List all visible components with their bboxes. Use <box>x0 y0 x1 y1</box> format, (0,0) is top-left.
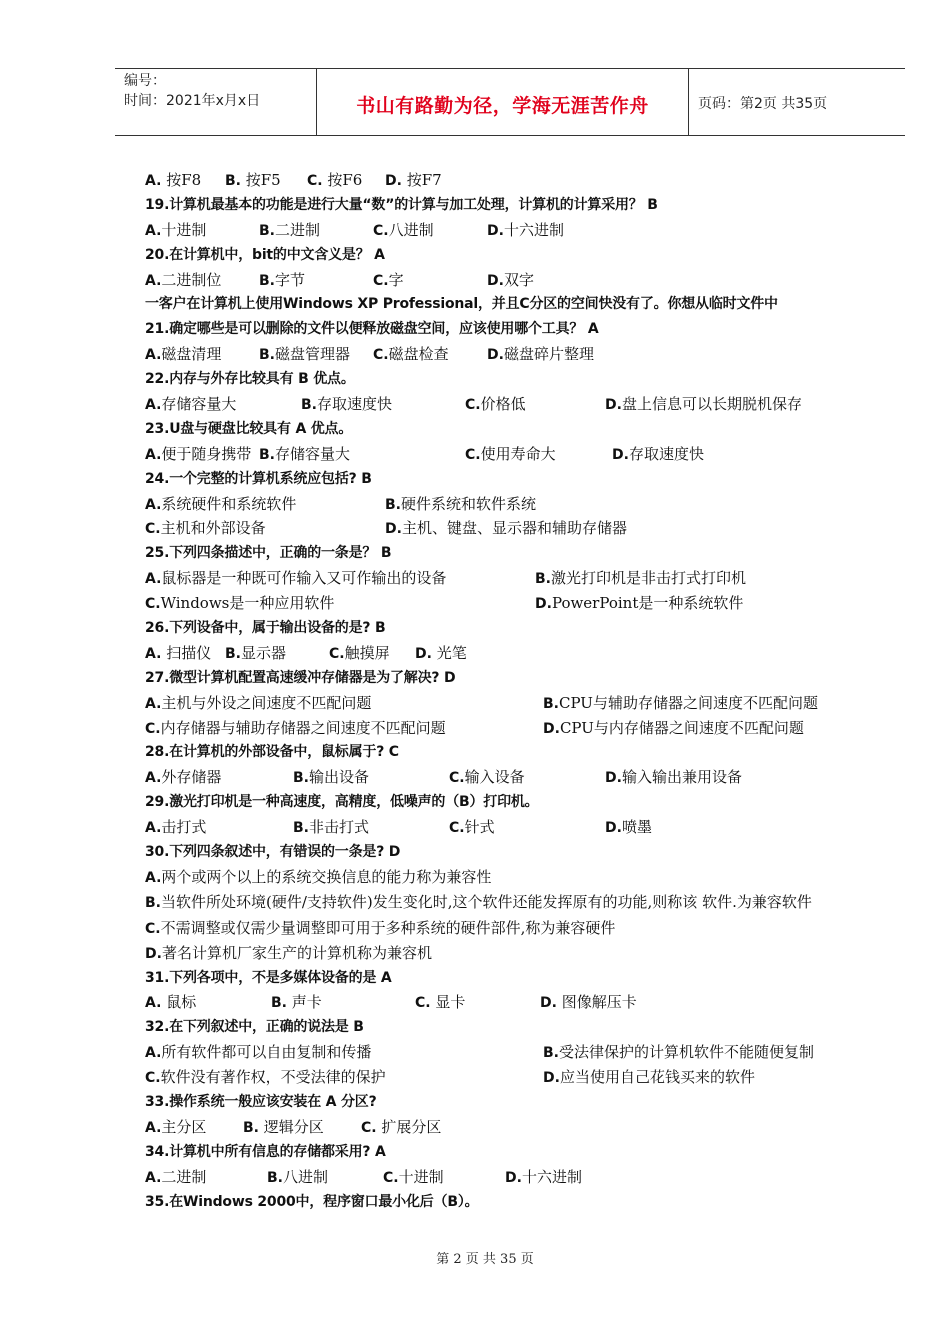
option-text: 按F5 <box>241 171 281 189</box>
answer-option <box>385 168 442 194</box>
option-text: 存取速度快 <box>317 395 393 414</box>
option-letter: A. <box>145 770 162 787</box>
option-text: 两个或两个以上的系统交换信息的能力称为兼容性 <box>161 867 492 886</box>
option-text: 双字 <box>503 270 534 289</box>
answer-option <box>259 268 305 294</box>
option-letter: C. <box>373 222 389 239</box>
option-letter: C. <box>145 920 161 937</box>
answer-option <box>415 641 467 667</box>
answer-option <box>535 566 746 592</box>
option-letter: D. <box>145 945 162 962</box>
option-letter: A. <box>145 869 162 886</box>
option-letter: D. <box>535 596 552 613</box>
answer-option <box>145 641 211 667</box>
option-letter: A. <box>145 397 162 414</box>
option-text: 逻辑分区 <box>259 1117 324 1136</box>
option-text: 二进制 <box>161 1167 207 1186</box>
option-text: 激光打印机是非击打式打印机 <box>551 569 747 588</box>
option-text: 扫描仪 <box>161 643 212 662</box>
option-text: 显卡 <box>430 993 466 1012</box>
option-letter: C. <box>465 397 481 414</box>
answer-option <box>307 168 362 194</box>
answer-option <box>383 1165 444 1191</box>
answer-option <box>145 591 334 617</box>
options-row <box>145 218 885 243</box>
question-text: 31.下列各项中，不是多媒体设备的是 A <box>145 969 392 986</box>
option-text: 图像解压卡 <box>556 993 637 1012</box>
options-row <box>145 916 885 941</box>
option-text: 针式 <box>464 818 495 837</box>
answer-option <box>301 392 392 418</box>
answer-option <box>540 990 637 1016</box>
question-text: 30.下列四条叙述中，有错误的一条是? D <box>145 844 401 861</box>
answer-option <box>605 765 742 791</box>
option-letter: B. <box>243 1119 259 1136</box>
question-text: 34.计算机中所有信息的存储都采用? A <box>145 1143 386 1160</box>
option-text: 八进制 <box>283 1167 329 1186</box>
number-label: 编号： <box>124 73 166 89</box>
option-letter: A. <box>145 173 162 189</box>
answer-option <box>259 342 350 368</box>
option-letter: D. <box>543 720 560 737</box>
option-letter: B. <box>293 820 309 837</box>
answer-option <box>145 516 266 542</box>
option-letter: D. <box>605 397 622 414</box>
options-row <box>145 691 885 716</box>
option-text: 存储容量大 <box>161 395 237 414</box>
option-letter: D. <box>385 521 402 538</box>
answer-option <box>145 1065 386 1091</box>
answer-option <box>145 765 221 791</box>
answer-option <box>293 815 369 841</box>
option-letter: A. <box>145 1119 162 1136</box>
option-letter: B. <box>259 446 275 463</box>
option-letter: C. <box>383 1169 399 1186</box>
answer-option <box>505 1165 582 1191</box>
question-text: 26.下列设备中，属于输出设备的是? B <box>145 620 386 637</box>
option-text: 八进制 <box>388 220 434 239</box>
question-text: 19.计算机最基本的功能是进行大量“数”的计算与加工处理，计算机的计算采用？ B <box>145 196 658 213</box>
question-text: 21.确定哪些是可以删除的文件以便释放磁盘空间，应该使用哪个工具？ A <box>145 321 599 338</box>
option-letter: C. <box>373 272 389 289</box>
options-row <box>145 815 885 840</box>
option-letter: C. <box>307 173 323 189</box>
option-letter: D. <box>543 1070 560 1087</box>
question-text: 25.下列四条描述中，正确的一条是？ B <box>145 545 392 562</box>
option-letter: B. <box>271 995 287 1012</box>
answer-option <box>543 691 818 717</box>
answer-option <box>243 1115 324 1141</box>
option-letter: B. <box>535 571 551 588</box>
answer-option <box>293 765 369 791</box>
options-row <box>145 492 885 517</box>
answer-option <box>543 1040 814 1066</box>
option-letter: D. <box>505 1169 522 1186</box>
answer-option <box>145 691 371 717</box>
options-row <box>145 1165 885 1190</box>
option-text: 不需调整或仅需少量调整即可用于多种系统的硬件部件,称为兼容硬件 <box>160 918 616 937</box>
option-text: 击打式 <box>161 818 207 837</box>
question-text: 33.操作系统一般应该安装在 A 分区? <box>145 1093 377 1110</box>
option-text: 主机和外部设备 <box>160 519 266 538</box>
option-text: 价格低 <box>480 395 526 414</box>
option-text: 主机与外设之间速度不匹配问题 <box>161 693 372 712</box>
option-text: 输入输出兼用设备 <box>621 768 742 787</box>
answer-option <box>145 342 221 368</box>
options-row <box>145 566 885 591</box>
answer-option <box>145 865 491 891</box>
option-text: 十进制 <box>398 1167 444 1186</box>
options-row <box>145 1040 885 1065</box>
option-text: 当软件所处环境(硬件/支持软件)发生变化时,这个软件还能发挥原有的功能,则称该 软件.为兼容软件 <box>161 892 812 911</box>
option-text: 存储容量大 <box>275 444 351 463</box>
page-header <box>115 68 905 136</box>
option-text: 主分区 <box>161 1117 207 1136</box>
option-text: 字节 <box>275 270 306 289</box>
option-text: 鼠标 <box>161 993 197 1012</box>
option-letter: C. <box>145 720 161 737</box>
option-text: 扩展分区 <box>376 1117 442 1136</box>
option-text: 十六进制 <box>521 1167 582 1186</box>
option-letter: C. <box>449 770 465 787</box>
answer-option <box>271 990 322 1016</box>
option-text: 软件没有著作权，不受法律的保护 <box>160 1068 386 1087</box>
option-text: PowerPoint是一种系统软件 <box>551 594 744 613</box>
answer-option <box>449 765 525 791</box>
answer-option <box>259 442 350 468</box>
question-text: 23.U盘与硬盘比较具有 A 优点。 <box>145 420 353 437</box>
option-text: 二进制位 <box>161 270 222 289</box>
answer-option <box>145 990 196 1016</box>
answer-option <box>329 641 390 667</box>
option-text: 按F6 <box>322 171 363 189</box>
option-letter: D. <box>487 272 504 289</box>
answer-option <box>543 1065 755 1091</box>
header-divider <box>688 69 689 135</box>
answer-option <box>145 168 201 194</box>
options-row <box>145 1115 885 1140</box>
option-text: 磁盘碎片整理 <box>503 345 594 364</box>
answer-option <box>145 716 446 742</box>
option-letter: D. <box>487 222 504 239</box>
options-row <box>145 716 885 741</box>
answer-option <box>612 442 704 468</box>
header-motto: 书山有路勤为径，学海无涯苦作舟 <box>356 95 649 117</box>
answer-option <box>145 492 296 518</box>
answer-option <box>145 890 885 916</box>
answer-option <box>145 566 446 592</box>
option-letter: B. <box>259 347 275 364</box>
question-text: 20.在计算机中，bit的中文含义是？ A <box>145 246 385 263</box>
answer-option <box>465 442 556 468</box>
option-text: 非击打式 <box>309 818 370 837</box>
answer-option <box>373 218 434 244</box>
option-text: 便于随身携带 <box>161 444 252 463</box>
question-text: 24.一个完整的计算机系统应包括? B <box>145 470 372 487</box>
option-letter: B. <box>543 1045 559 1062</box>
option-text: CPU与辅助存储器之间速度不匹配问题 <box>559 693 818 712</box>
answer-option <box>145 392 236 418</box>
option-letter: D. <box>415 645 432 662</box>
option-text: 声卡 <box>287 993 322 1012</box>
question-text: 29.激光打印机是一种高速度，高精度，低噪声的（B）打印机。 <box>145 794 539 811</box>
option-text: 使用寿命大 <box>480 444 556 463</box>
option-letter: C. <box>361 1119 377 1136</box>
options-row <box>145 516 885 541</box>
answer-option <box>487 342 594 368</box>
option-letter: B. <box>543 695 559 712</box>
option-text: 十进制 <box>161 220 207 239</box>
option-text: 触摸屏 <box>344 643 390 662</box>
option-letter: C. <box>145 596 161 613</box>
option-letter: A. <box>145 820 162 837</box>
answer-option <box>373 342 449 368</box>
answer-option <box>145 442 251 468</box>
option-letter: B. <box>267 1169 283 1186</box>
option-text: 按F8 <box>161 171 202 189</box>
options-row <box>145 591 885 616</box>
options-row <box>145 342 885 367</box>
option-text: 二进制 <box>275 220 321 239</box>
option-text: 十六进制 <box>503 220 564 239</box>
options-row <box>145 392 885 417</box>
option-text: 系统硬件和系统软件 <box>161 494 297 513</box>
option-letter: B. <box>225 645 241 662</box>
option-letter: B. <box>301 397 317 414</box>
option-text: 著名计算机厂家生产的计算机称为兼容机 <box>161 943 432 962</box>
answer-option <box>605 815 652 841</box>
answer-option <box>259 218 320 244</box>
option-text: 喷墨 <box>621 818 652 837</box>
option-text: 鼠标器是一种既可作输入又可作输出的设备 <box>161 569 447 588</box>
option-letter: B. <box>385 496 401 513</box>
option-text: 盘上信息可以长期脱机保存 <box>621 395 802 414</box>
answer-option <box>449 815 495 841</box>
answer-option <box>535 591 743 617</box>
options-row <box>145 268 885 293</box>
answer-option <box>267 1165 328 1191</box>
answer-option <box>543 716 804 742</box>
option-text: 字 <box>388 270 404 289</box>
question-text: 一客户在计算机上使用Windows XP Professional，并且C分区的空间快没有了。你想从临时文件中 <box>145 296 778 313</box>
option-letter: C. <box>465 446 481 463</box>
option-letter: D. <box>605 820 622 837</box>
option-text: 输出设备 <box>309 768 370 787</box>
option-letter: A. <box>145 645 162 662</box>
option-letter: A. <box>145 446 162 463</box>
option-text: 按F7 <box>401 171 442 189</box>
option-text: 所有软件都可以自由复制和传播 <box>161 1043 372 1062</box>
question-text: 28.在计算机的外部设备中，鼠标属于? C <box>145 744 399 761</box>
option-text: 显示器 <box>241 643 287 662</box>
option-letter: A. <box>145 272 162 289</box>
question-text: 27.微型计算机配置高速缓冲存储器是为了解决? D <box>145 669 456 686</box>
option-text: 内存储器与辅助存储器之间速度不匹配问题 <box>160 718 446 737</box>
option-letter: A. <box>145 347 162 364</box>
answer-option <box>487 218 564 244</box>
option-letter: A. <box>145 1169 162 1186</box>
answer-option <box>145 218 206 244</box>
option-letter: A. <box>145 496 162 513</box>
answer-option <box>373 268 404 294</box>
answer-option <box>145 1040 371 1066</box>
option-text: 光笔 <box>431 643 467 662</box>
option-text: Windows是一种应用软件 <box>160 594 335 613</box>
option-letter: B. <box>259 272 275 289</box>
option-letter: B. <box>293 770 309 787</box>
options-row <box>145 990 885 1015</box>
option-text: 输入设备 <box>464 768 525 787</box>
options-row <box>145 1065 885 1090</box>
answer-option <box>605 392 802 418</box>
option-letter: C. <box>373 347 389 364</box>
option-text: 受法律保护的计算机软件不能随便复制 <box>559 1043 815 1062</box>
answer-option <box>145 941 432 967</box>
answer-option <box>145 268 221 294</box>
answer-option <box>225 641 286 667</box>
option-letter: C. <box>329 645 345 662</box>
option-text: 磁盘管理器 <box>275 345 351 364</box>
option-letter: B. <box>225 173 241 189</box>
time-label: 时间：2021年x月x日 <box>124 93 261 109</box>
option-letter: D. <box>487 347 504 364</box>
answer-option <box>145 1165 206 1191</box>
page-footer: 第 2 页 共 35 页 <box>436 1252 534 1267</box>
option-letter: C. <box>145 521 161 538</box>
option-letter: D. <box>385 173 402 189</box>
option-letter: D. <box>612 446 629 463</box>
option-letter: A. <box>145 222 162 239</box>
option-letter: C. <box>145 1070 161 1087</box>
answer-option <box>465 392 526 418</box>
option-text: 硬件系统和软件系统 <box>401 494 537 513</box>
answer-option <box>361 1115 441 1141</box>
option-text: CPU与内存储器之间速度不匹配问题 <box>559 718 804 737</box>
header-meta <box>124 71 314 111</box>
option-letter: A. <box>145 995 162 1012</box>
header-page-info: 页码：第2页 共35页 <box>698 96 828 112</box>
option-text: 存取速度快 <box>628 444 704 463</box>
options-row <box>145 765 885 790</box>
answer-option <box>415 990 465 1016</box>
option-letter: A. <box>145 695 162 712</box>
option-text: 主机、键盘、显示器和辅助存储器 <box>401 519 627 538</box>
option-letter: C. <box>449 820 465 837</box>
option-text: 磁盘清理 <box>161 345 222 364</box>
option-letter: D. <box>605 770 622 787</box>
option-letter: B. <box>145 894 161 911</box>
answer-option <box>145 815 206 841</box>
option-letter: A. <box>145 571 162 588</box>
option-letter: A. <box>145 1045 162 1062</box>
answer-option <box>145 916 615 942</box>
options-row <box>145 641 885 666</box>
option-letter: D. <box>540 995 557 1012</box>
options-row <box>145 941 885 966</box>
question-text: 32.在下列叙述中，正确的说法是 B <box>145 1019 364 1036</box>
option-letter: B. <box>259 222 275 239</box>
option-letter: C. <box>415 995 431 1012</box>
question-text: 22.内存与外存比较具有 B 优点。 <box>145 371 355 388</box>
options-row <box>145 442 885 467</box>
answer-option <box>385 516 627 542</box>
option-text: 磁盘检查 <box>388 345 449 364</box>
option-text: 应当使用自己花钱买来的软件 <box>559 1068 755 1087</box>
answer-option <box>145 1115 206 1141</box>
answer-option <box>225 168 281 194</box>
question-text: 35.在Windows 2000中，程序窗口最小化后（B）。 <box>145 1193 479 1210</box>
answer-option <box>385 492 536 518</box>
options-row <box>145 865 885 890</box>
option-text: 外存储器 <box>161 768 222 787</box>
answer-option <box>487 268 534 294</box>
question-list <box>145 168 885 1214</box>
options-row <box>145 168 885 193</box>
